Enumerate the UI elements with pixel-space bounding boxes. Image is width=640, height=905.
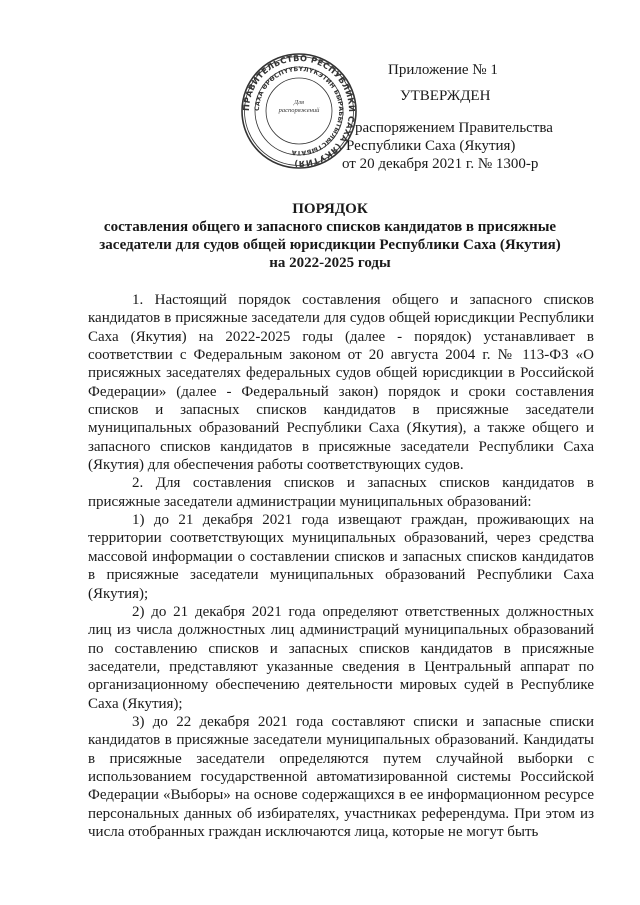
paragraph-2-item-1: 1) до 21 декабря 2021 года извещают граждан, проживающих на территории соответствующих муниципальных образований, через средства массовой информации о составлении списков и запасных списков кандидатов в присяжные заседатели муниципальных образований Республики Саха (Якутия);: [88, 512, 594, 602]
order-date-number: от 20 декабря 2021 г. № 1300-р: [342, 156, 539, 172]
paragraph-2: 2. Для составления списков и запасных списков кандидатов в присяжные заседатели администрации муниципальных образований:: [88, 475, 594, 510]
approved-label: УТВЕРЖДЕН: [400, 88, 491, 104]
title-line3: на 2022-2025 годы: [269, 255, 391, 271]
paragraph-2-item-3: 3) до 22 декабря 2021 года составляют списки и запасные списки кандидатов в присяжные заседатели муниципальных образований. Кандидаты в присяжные заседатели определяются путем случайной выборки с использованием государственной автоматизированной системы Российской Федерации «Выборы» на основе содержащихся в ее информационном ресурсе персональных данных об избирателях, участниках референдума. При этом из числа отобранных граждан исключаются лица, которые не могут быть: [88, 713, 594, 840]
official-seal: [240, 52, 358, 170]
seal-outer-text: ПРАВИТЕЛЬСТВО РЕСПУБЛИКИ САХА (ЯКУТИЯ): [240, 52, 358, 170]
appendix-number: Приложение № 1: [388, 62, 498, 78]
seal-inner-text: САХА ӨРӨСПҮҮБҮЛҮКЭТИН БЫРАБЫТЫЛЫСТЫБАТА: [253, 65, 345, 157]
title-main: ПОРЯДОК: [292, 201, 368, 217]
republic-line: Республики Саха (Якутия): [346, 138, 516, 154]
order-line: распоряжением Правительства: [355, 120, 553, 136]
title-line2: заседатели для судов общей юрисдикции Республики Саха (Якутия): [99, 237, 561, 253]
document-body: [88, 291, 594, 841]
seal-center-label: [274, 99, 324, 114]
document-title: [60, 200, 600, 272]
paragraph-2-item-2: 2) до 21 декабря 2021 года определяют ответственных должностных лиц из числа должностных лиц администраций муниципальных образований по составлению списков и запасных списков кандидатов в присяжные заседатели, представляют указанные сведения в Центральный аппарат по организационному обеспечению деятельности мировых судей в Республике Саха (Якутия);: [88, 603, 594, 712]
title-line1: составления общего и запасного списков кандидатов в присяжные: [103, 219, 557, 235]
seal-center-line1: Для: [294, 99, 304, 106]
paragraph-1: 1. Настоящий порядок составления общего и запасного списков кандидатов в присяжные заседатели для судов общей юрисдикции Республики Саха (Якутия) на 2022-2025 годы (далее - порядок) устанавливает в соответствии с Федеральным законом от 20 августа 2004 г. № 113-ФЗ «О присяжных заседателях федеральных судов общей юрисдикции в Российской Федерации» (далее - Федеральный закон) порядок и сроки составления списков и запасных списков кандидатов в присяжные заседатели муниципальных образований Республики Саха (Якутия), а также общего и запасного списков кандидатов в присяжные заседатели Республики Саха (Якутия) для обеспечения работы соответствующих судов.: [88, 292, 594, 474]
seal-center-line2: распоряжений: [278, 106, 320, 114]
